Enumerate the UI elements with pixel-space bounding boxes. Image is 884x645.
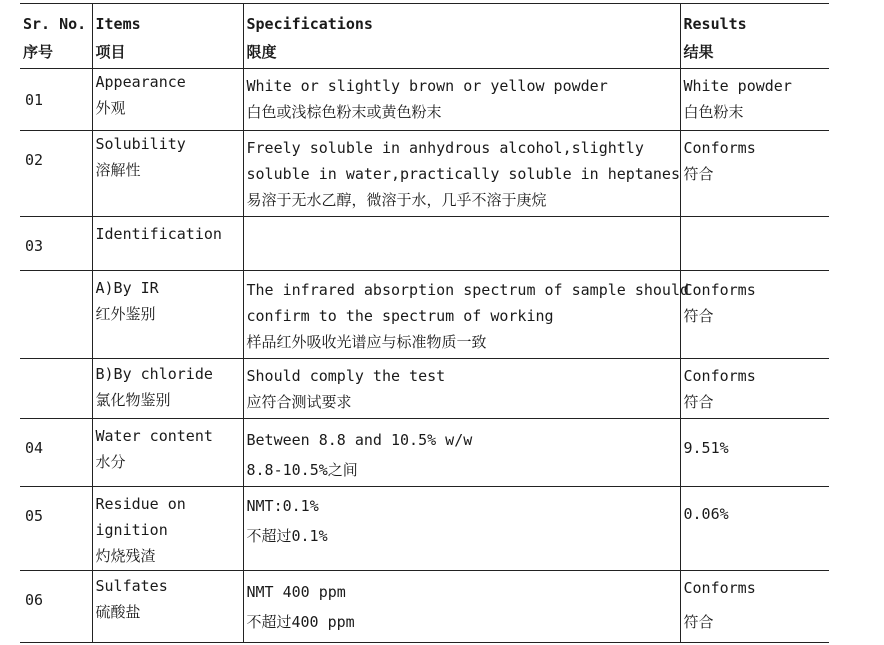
item-en: Water content (95, 427, 213, 445)
spec-cell (243, 487, 680, 571)
spec-cell (243, 69, 680, 131)
item-cell (92, 571, 243, 643)
spec-cell (243, 571, 680, 643)
spec-en: NMT:0.1% (246, 497, 319, 515)
item-en-line-2: ignition (95, 521, 168, 539)
spec-en: White or slightly brown or yellow powder (246, 77, 608, 95)
spec-en-line-1: Freely soluble in anhydrous alcohol,slightly (246, 139, 644, 157)
item-cell (92, 69, 243, 131)
header-results-en: Results (683, 15, 747, 33)
result-cell (680, 571, 829, 643)
result-en: Conforms (683, 281, 756, 299)
table-row (20, 487, 829, 571)
item-cn: 氯化物鉴别 (95, 391, 171, 409)
result-en: White powder (683, 77, 792, 95)
spec-cn: 不超过0.1% (246, 527, 328, 545)
result-cn: 符合 (683, 393, 714, 411)
table-row (20, 131, 829, 217)
header-items-cn: 项目 (95, 43, 126, 61)
spec-cn: 不超过400 ppm (246, 613, 355, 631)
result-cn: 符合 (683, 165, 714, 183)
item-en-line-1: Residue on (95, 495, 186, 513)
result-en: Conforms (683, 139, 756, 157)
result-cn: 符合 (683, 307, 714, 325)
table-row (20, 69, 829, 131)
header-results (680, 4, 829, 69)
header-spec-en: Specifications (246, 15, 373, 33)
item-cn: 硫酸盐 (95, 603, 141, 621)
spec-cn: 白色或浅棕色粉末或黄色粉末 (246, 103, 442, 121)
result-en: Conforms (683, 579, 756, 597)
spec-cn: 应符合测试要求 (246, 393, 352, 411)
item-en: Sulfates (95, 577, 168, 595)
item-cell (92, 271, 243, 359)
header-items (92, 4, 243, 69)
spec-cn: 样品红外吸收光谱应与标准物质一致 (246, 333, 487, 351)
result-cell (680, 271, 829, 359)
table-row (20, 571, 829, 643)
spec-en-line-2: soluble in water,practically soluble in heptanes (246, 165, 680, 183)
table-header-row (20, 4, 829, 69)
item-cn: 灼烧残渣 (95, 547, 156, 565)
item-en: Appearance (95, 73, 186, 91)
header-items-en: Items (95, 15, 141, 33)
result-cn: 符合 (683, 613, 714, 631)
item-en: A)By IR (95, 279, 159, 297)
result-en: 0.06% (683, 505, 729, 523)
spec-cell (243, 271, 690, 359)
item-en: B)By chloride (95, 365, 213, 383)
item-cell (92, 419, 243, 487)
item-cn: 溶解性 (95, 161, 141, 179)
spec-cell (243, 217, 680, 271)
specification-table (20, 3, 829, 643)
table-row (20, 419, 829, 487)
spec-en-line-1: The infrared absorption spectrum of sample should (246, 281, 690, 299)
item-cell (92, 217, 243, 271)
header-specifications (243, 4, 680, 69)
spec-cell (243, 419, 680, 487)
sr-no-cell: 04 (25, 439, 44, 457)
item-cn: 外观 (95, 99, 126, 117)
spec-en: NMT 400 ppm (246, 583, 346, 601)
spec-cn: 8.8-10.5%之间 (246, 461, 358, 479)
result-cell (680, 131, 829, 217)
result-cell (680, 359, 829, 419)
sr-no-cell (20, 359, 92, 419)
spec-cell (243, 359, 680, 419)
item-en: Identification (95, 225, 222, 243)
result-cell (680, 487, 829, 571)
result-en: 9.51% (683, 439, 729, 457)
spec-cn: 易溶于无水乙醇，微溶于水，几乎不溶于庚烷 (246, 191, 547, 209)
sr-no-cell: 03 (25, 237, 44, 255)
sr-no-cell: 02 (25, 151, 44, 169)
header-results-cn: 结果 (683, 43, 714, 61)
sr-no-cell: 05 (25, 507, 44, 525)
result-cn: 白色粉末 (683, 103, 744, 121)
result-en: Conforms (683, 367, 756, 385)
sr-no-cell (20, 271, 92, 359)
spec-cell (243, 131, 680, 217)
table-row (20, 217, 829, 271)
item-en: Solubility (95, 135, 186, 153)
spec-en: Between 8.8 and 10.5% w/w (246, 431, 473, 449)
spec-en: Should comply the test (246, 367, 446, 385)
item-cell (92, 487, 243, 571)
result-cell (680, 217, 829, 271)
item-cn: 水分 (95, 453, 126, 471)
sr-no-cell: 06 (25, 591, 44, 609)
item-cell (92, 359, 243, 419)
result-cell (680, 69, 829, 131)
header-sr-no-en: Sr. No. (23, 15, 87, 33)
header-sr-no-cn: 序号 (23, 43, 54, 61)
table-row (20, 359, 829, 419)
table-row (20, 271, 829, 359)
sr-no-cell: 01 (25, 90, 44, 109)
spec-en-line-2: confirm to the spectrum of working (246, 307, 554, 325)
header-spec-cn: 限度 (246, 43, 277, 61)
result-cell (680, 419, 829, 487)
item-cell (92, 131, 243, 217)
item-cn: 红外鉴别 (95, 305, 156, 323)
header-sr-no (20, 4, 92, 69)
